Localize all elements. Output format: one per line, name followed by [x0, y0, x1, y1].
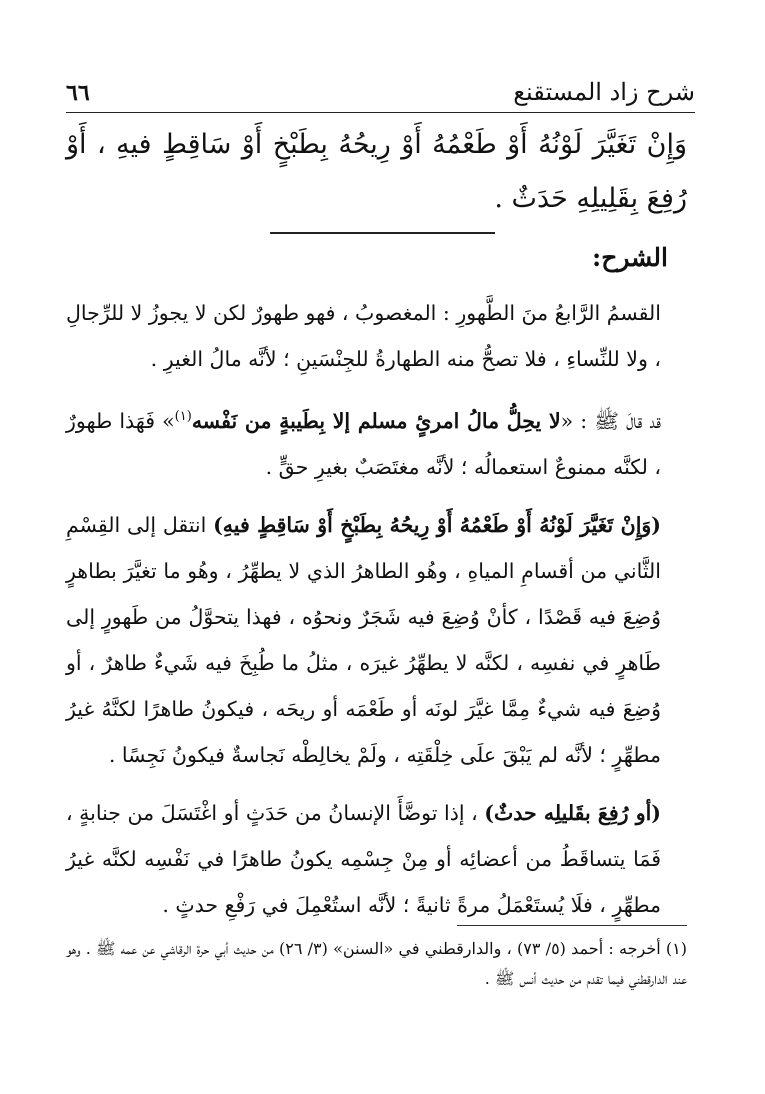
book-title: شرح زاد المستقنع: [513, 78, 695, 106]
paragraph-3: [66, 502, 687, 778]
matn-divider: [270, 232, 495, 234]
matn-text: وَإِنْ تَغَيَّرَ لَوْنُهُ أَوْ طَعْمُهُ أَوْ رِيحُهُ بِطَبْخٍ أَوْ سَاقِطٍ فيهِ ، أَوْ رُفِعَ بِقَلِيلِهِ حَدَثٌ .: [66, 129, 687, 214]
footnote-text: (١) أخرجه : أحمد (٥/ ٧٣) ، والدارقطني في «السنن» (٣/ ٢٦) من حديث أبي حرة الرقاشي عن عمه ﷺ . وهو عند الدارقطني فيما تقدم من حديث أنس ﷺ .: [66, 939, 687, 988]
paragraph-2: [66, 394, 687, 490]
paragraph-2-intro: قد قالَ ﷺ : «: [560, 408, 661, 433]
footnote-ref: (١): [174, 409, 192, 424]
matn-quote-2: (أو رُفِعَ بقَليلِه حدثٌ): [484, 800, 661, 825]
commentary-body: [66, 290, 687, 940]
page-number: ٦٦: [66, 80, 90, 106]
running-header: [66, 72, 695, 113]
paragraph-4: [66, 790, 687, 928]
footnote-divider: [457, 925, 687, 926]
paragraph-2-rest: » فَهَذا طهورٌ ، لكنَّه ممنوعٌ استعمالُه ؛ لأنَّه مغتَصَبٌ بغيرِ حقٍّ .: [66, 408, 661, 479]
paragraph-3-rest: انتقل إلى القِسْمِ الثَّاني من أقسامِ المياهِ ، وهُو الطاهرُ الذي لا يطهِّرُ ، وهُو ما تغيَّرَ بطاهرٍ وُضِعَ فيه قَصْدًا ، كأنْ وُضِعَ فيه شَجَرٌ ونحوُه ، فهذا يتحوَّلُ من طَهورٍ إلى طَاهرٍ في نفسِه ، لكنَّه لا يطهِّرُ غيرَه ، مثلُ ما طُبِخَ فيه شَيءٌ طاهرٌ ، أو وُضِعَ فيه شيءٌ مِمَّا غيَّرَ لونَه أو طَعْمَه أو ريحَه ، فيكونُ طاهرًا لكنَّهُ غيرُ مطهِّرٍ ؛ لأنَّه لم يَبْقَ علَى خِلْقَتِه ، ولَمْ يخالِطْه نَجاسةٌ فيكونُ نَجِسًا .: [66, 512, 661, 767]
paragraph-1: القسمُ الرَّابعُ منَ الطَّهورِ : المغصوبُ ، فهو طهورٌ لكن لا يجوزُ لا للرِّجالِ ، ولا للنِّساءِ ، فلا تصحُّ منه الطهارةُ للجِنْسَينِ ؛ لأنَّه مالُ الغيرِ .: [66, 301, 661, 371]
sharh-heading: الشرح:: [591, 243, 668, 272]
matn-quote-1: (وَإِنْ تَغَيَّرَ لَوْنُهُ أَوْ طَعْمُهُ أَوْ رِيحُهُ بِطَبْخٍ أَوْ سَاقِطٍ فيهِ): [213, 512, 661, 537]
paragraph-4-rest: ، إذا توضَّأَ الإنسانُ من حَدَثٍ أو اغْتَسَلَ من جنابةٍ ، فَمَا يتساقَطُ من أعضائِه أو مِنْ جِسْمِه يكونُ طاهرًا في نَفْسِه لكنَّه غيرُ مطهِّرٍ ، فلَا يُستَعْمَلُ مرةً ثانيةً ؛ لأنَّه استُعْمِلَ في رَفْعِ حدثٍ .: [66, 800, 661, 917]
hadith-quote: لا يحِلُّ مالُ امرئٍ مسلم إلا بِطَيبةٍ من نَفْسه: [191, 408, 561, 433]
